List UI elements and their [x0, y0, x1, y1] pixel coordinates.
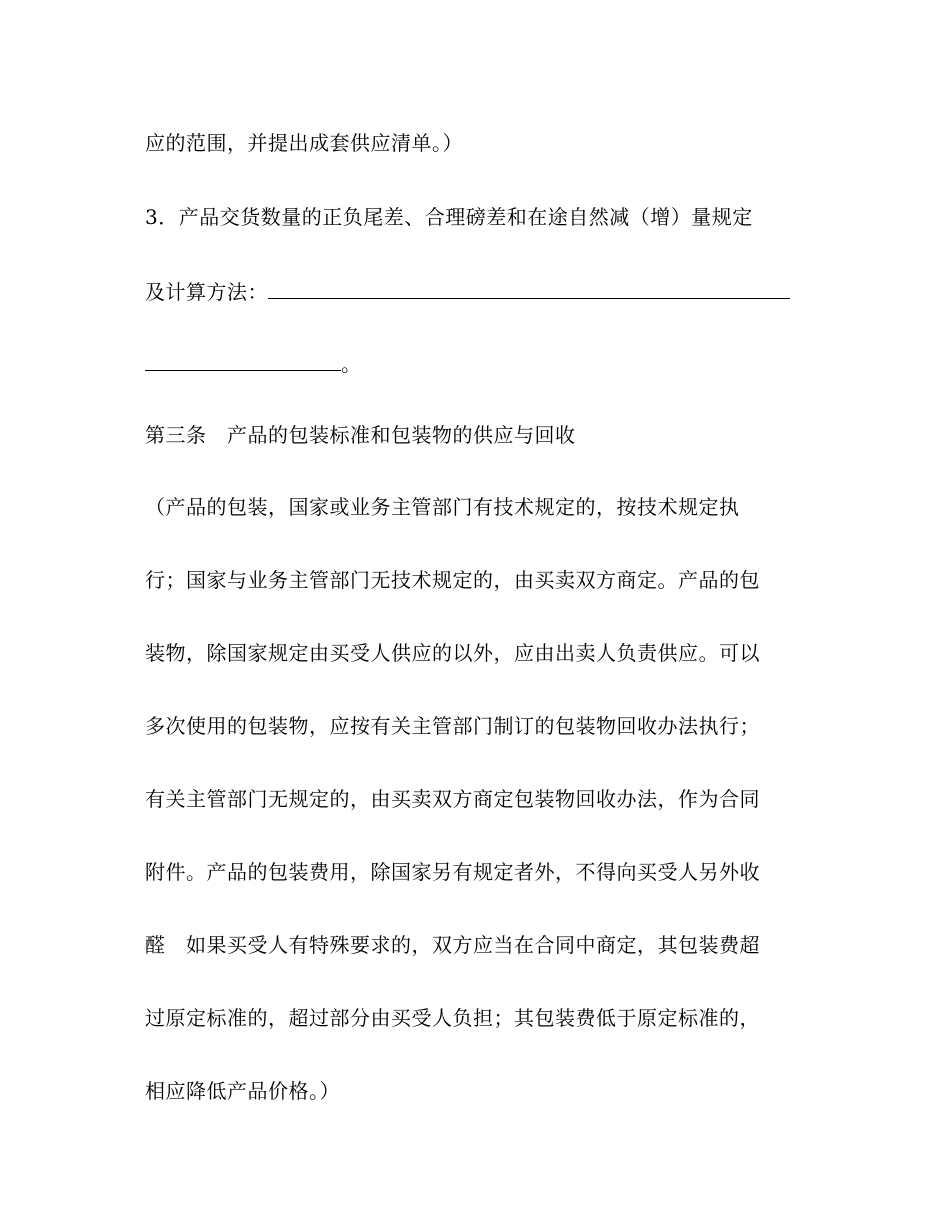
paragraph-line: 附件。产品的包装费用，除国家另有规定者外，不得向买受人另外收	[145, 860, 760, 884]
text-line-scope: 应的范围，并提出成套供应清单。）	[145, 131, 463, 155]
period-mark: 。	[341, 352, 362, 376]
paragraph-line: 过原定标准的，超过部分由买受人负担；其包装费低于原定标准的，	[145, 1006, 760, 1030]
paragraph-line: 有关主管部门无规定的，由买卖双方商定包装物回收办法，作为合同	[145, 787, 760, 811]
paragraph-line: 装物，除国家规定由买受人供应的以外，应由出卖人负责供应。可以	[145, 641, 760, 665]
text-line-blank-end	[145, 350, 805, 377]
fill-in-blank-short	[145, 350, 341, 371]
fill-in-blank-long	[268, 278, 790, 299]
paragraph-line: 相应降低产品价格。）	[145, 1079, 340, 1103]
paragraph-line: 行；国家与业务主管部门无技术规定的，由买卖双方商定。产品的包	[145, 568, 760, 592]
article-3-title: 第三条 产品的包装标准和包装物的供应与回收	[145, 423, 576, 447]
text-line-calc-method	[145, 278, 805, 305]
paragraph-line: 醛 如果买受人有特殊要求的，双方应当在合同中商定，其包装费超	[145, 933, 760, 957]
paragraph-line: 多次使用的包装物，应按有关主管部门制订的包装物回收办法执行；	[145, 714, 760, 738]
text-line-item-3: 3．产品交货数量的正负尾差、合理磅差和在途自然减（增）量规定	[145, 205, 753, 229]
paragraph-line: （产品的包装，国家或业务主管部门有技术规定的，按技术规定执	[145, 495, 740, 519]
calc-method-label: 及计算方法：	[145, 280, 268, 304]
